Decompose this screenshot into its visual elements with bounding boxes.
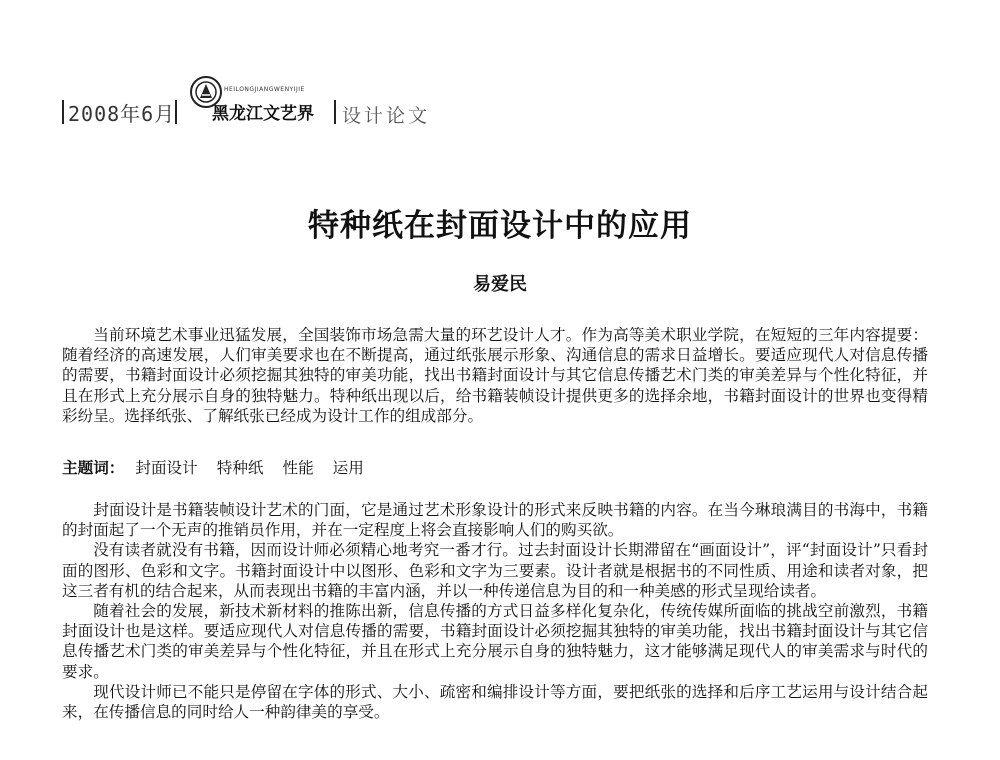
keyword: 性能	[282, 459, 314, 477]
abstract	[62, 325, 928, 426]
article-author: 易爱民	[473, 274, 527, 295]
magazine-name: 黑龙江文艺界	[212, 104, 314, 124]
body-paragraph: 随着社会的发展，新技术新材料的推陈出新，信息传播的方式日益多样化复杂化，传统传媒所面临的挑战空前激烈，书籍封面设计也是这样。要适应现代人对信息传播的需要，书籍封面设计必须挖掘其独特的审美功能，找出书籍封面设计与其它信息传播艺术门类的审美差异与个性化特征，并且在形式上充分展示自身的独特魅力，这才能够满足现代人的审美需求与时代的要求。	[62, 602, 928, 681]
keyword: 特种纸	[216, 459, 264, 477]
header-divider	[62, 100, 64, 124]
body-paragraph: 没有读者就没有书籍，因而设计师必须精心地考究一番才行。过去封面设计长期滞留在“画面设计”，评“封面设计”只看封面的图形、色彩和文字。书籍封面设计中以图形、色彩和文字为三要素。设计者就是根据书的不同性质、用途和读者对象，把这三者有机的结合起来，从而表现出书籍的丰富内涵，并以一种传递信息为目的和一种美感的形式呈现给读者。	[62, 541, 928, 600]
body-paragraph: 现代设计师已不能只是停留在字体的形式、大小、疏密和编排设计等方面，要把纸张的选择和后序工艺运用与设计结合起来，在传播信息的同时给人一种韵律美的享受。	[62, 682, 928, 722]
body-paragraph: 封面设计是书籍装帧设计艺术的门面，它是通过艺术形象设计的形式来反映书籍的内容。在当今琳琅满目的书海中，书籍的封面起了一个无声的推销员作用，并在一定程度上将会直接影响人们的购买欲。	[62, 501, 928, 540]
header-divider	[175, 100, 177, 124]
header-divider	[334, 100, 336, 124]
magazine-name-en: HEILONGJIANGWENYIJIE	[224, 86, 305, 93]
issue-date: 2008年6月	[68, 102, 176, 126]
keyword: 封面设计	[135, 459, 198, 477]
keywords	[62, 458, 372, 478]
abstract-text: 当前环境艺术事业迅猛发展，全国装饰市场急需大量的环艺设计人才。作为高等美术职业学院，在短短的三年内容提要：随着经济的高速发展，人们审美要求也在不断提高，通过纸张展示形象、沟通信息的需求日益增长。要适应现代人对信息传播的需要，书籍封面设计必须挖掘其独特的审美功能，找出书籍封面设计与其它信息传播艺术门类的审美差异与个性化特征，并且在形式上充分展示自身的独特魅力。特种纸出现以后，给书籍装帧设计提供更多的选择余地，书籍封面设计的世界也变得精彩纷呈。选择纸张、了解纸张已经成为设计工作的组成部分。	[62, 326, 928, 425]
keywords-label: 主题词：	[62, 459, 125, 477]
section-name: 设计论文	[342, 105, 431, 127]
keyword: 运用	[332, 459, 364, 477]
article-body	[62, 500, 928, 722]
journal-header	[62, 74, 582, 130]
article-title: 特种纸在封面设计中的应用	[308, 208, 692, 244]
